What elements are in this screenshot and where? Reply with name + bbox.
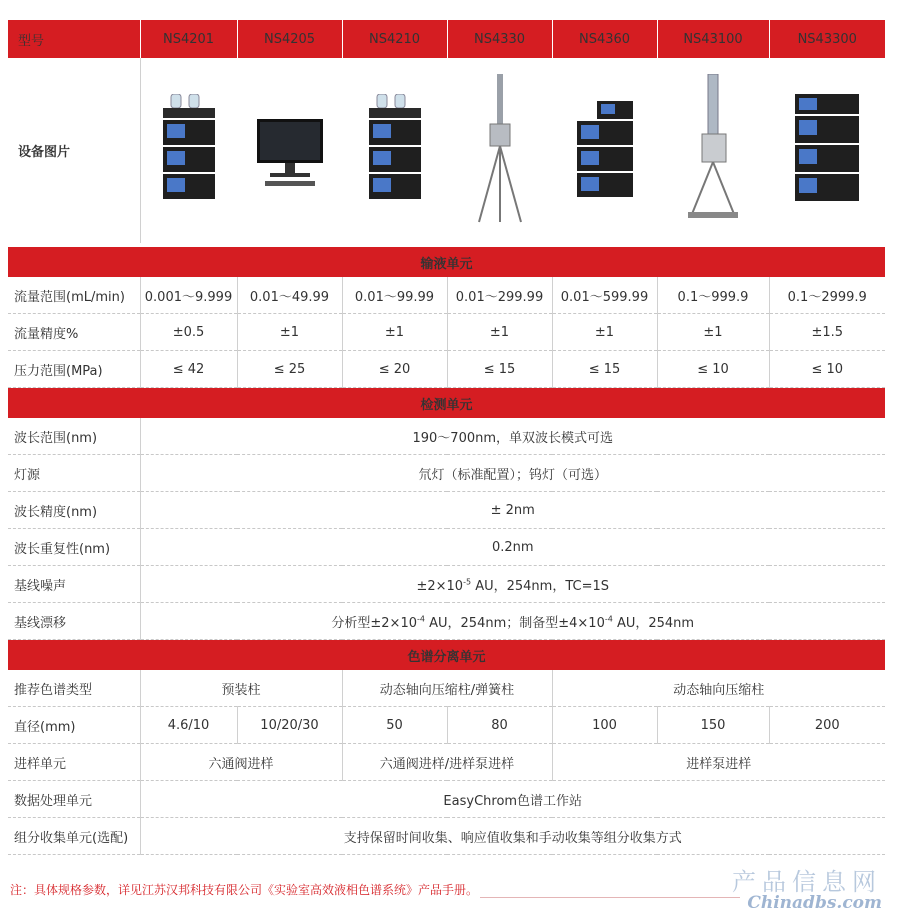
value-cell: 100 <box>552 707 657 744</box>
value-cell: 80 <box>447 707 552 744</box>
value-cell: ≤ 20 <box>342 351 447 388</box>
value-cell: 六通阀进样 <box>140 744 342 781</box>
column-stand-image <box>686 74 741 224</box>
footer-divider <box>480 897 740 898</box>
section-title: 色谱分离单元 <box>8 640 885 671</box>
section-detection <box>8 388 885 419</box>
diameter-row <box>8 707 885 744</box>
wavelength-repeatability-row <box>8 529 885 566</box>
column-tripod-image <box>475 74 525 224</box>
ns4330-image <box>447 58 552 243</box>
wavelength-precision-row <box>8 492 885 529</box>
ns4210-image <box>342 58 447 243</box>
model-header-row <box>8 20 885 58</box>
row-label: 流量精度% <box>8 314 140 351</box>
row-label: 进样单元 <box>8 744 140 781</box>
value-cell: ≤ 25 <box>237 351 342 388</box>
value-cell: 10/20/30 <box>237 707 342 744</box>
model-cell: NS43300 <box>769 20 885 58</box>
watermark <box>732 862 882 913</box>
value-cell: ≤ 15 <box>552 351 657 388</box>
model-cell: NS4201 <box>140 20 237 58</box>
ns43300-image <box>769 58 885 243</box>
fraction-collection-row <box>8 818 885 855</box>
ns4205-image <box>237 58 342 243</box>
hplc-stack-image <box>575 99 635 199</box>
hplc-stack-image <box>365 94 425 204</box>
value-cell: 进样泵进样 <box>552 744 885 781</box>
row-label: 灯源 <box>8 455 140 492</box>
device-image-row <box>8 58 885 243</box>
model-cell: NS4360 <box>552 20 657 58</box>
value-cell: 0.01～599.99 <box>552 277 657 314</box>
value-cell: ±1 <box>447 314 552 351</box>
row-label: 设备图片 <box>8 58 140 243</box>
value-cell: 氘灯（标准配置）；钨灯（可选） <box>140 455 885 492</box>
watermark-en: Chinadbs.com <box>747 893 882 913</box>
row-label: 波长范围(nm) <box>8 418 140 455</box>
hplc-stack-image <box>791 94 863 204</box>
model-label: 型号 <box>8 20 140 58</box>
flow-range-row <box>8 277 885 314</box>
value-cell: 动态轴向压缩柱 <box>552 670 885 707</box>
model-cell: NS43100 <box>657 20 769 58</box>
value-cell: ±1 <box>342 314 447 351</box>
baseline-drift-row <box>8 603 885 640</box>
value-cell: 0.001～9.999 <box>140 277 237 314</box>
row-label: 波长重复性(nm) <box>8 529 140 566</box>
value-cell: 4.6/10 <box>140 707 237 744</box>
hplc-stack-image <box>159 94 219 204</box>
monitor-image <box>255 109 325 189</box>
section-title: 输液单元 <box>8 247 885 277</box>
row-label: 直径(mm) <box>8 707 140 744</box>
model-cell: NS4330 <box>447 20 552 58</box>
section-chromatography <box>8 640 885 671</box>
value-cell: 动态轴向压缩柱/弹簧柱 <box>342 670 552 707</box>
model-cell: NS4205 <box>237 20 342 58</box>
value-cell: 0.1～2999.9 <box>769 277 885 314</box>
row-label: 基线噪声 <box>8 566 140 603</box>
flow-precision-row <box>8 314 885 351</box>
value-cell: 分析型$\pm 2\times 10^{-4}$ AU，254nm；制备型$\pm 4\times 10^{-4}$ AU，254nm <box>140 603 885 640</box>
row-label: 数据处理单元 <box>8 781 140 818</box>
column-type-row <box>8 670 885 707</box>
row-label: 推荐色谱类型 <box>8 670 140 707</box>
watermark-cn: 产品信息网 <box>732 868 882 896</box>
row-label: 压力范围(MPa) <box>8 351 140 388</box>
value-cell: ±1 <box>552 314 657 351</box>
value-cell: 190～700nm，单双波长模式可选 <box>140 418 885 455</box>
ns4360-image <box>552 58 657 243</box>
model-cell: NS4210 <box>342 20 447 58</box>
value-cell: EasyChrom色谱工作站 <box>140 781 885 818</box>
ns43100-image <box>657 58 769 243</box>
row-label: 组分收集单元(选配) <box>8 818 140 855</box>
value-cell: 0.01～99.99 <box>342 277 447 314</box>
value-cell: 150 <box>657 707 769 744</box>
value-cell: ±0.5 <box>140 314 237 351</box>
footer-note: 注：具体规格参数，详见江苏汉邦科技有限公司《实验室高效液相色谱系统》产品手册。 <box>10 883 479 897</box>
value-cell: 预装柱 <box>140 670 342 707</box>
value-cell: 200 <box>769 707 885 744</box>
value-cell: ±1 <box>237 314 342 351</box>
value-cell: ≤ 10 <box>769 351 885 388</box>
value-cell: ≤ 42 <box>140 351 237 388</box>
value-cell: 六通阀进样/进样泵进样 <box>342 744 552 781</box>
data-processing-row <box>8 781 885 818</box>
row-label: 基线漂移 <box>8 603 140 640</box>
value-cell: 0.2nm <box>140 529 885 566</box>
baseline-noise-row <box>8 566 885 603</box>
value-cell: ± 2nm <box>140 492 885 529</box>
value-cell: 0.1～999.9 <box>657 277 769 314</box>
value-cell: ±1 <box>657 314 769 351</box>
value-cell: ≤ 10 <box>657 351 769 388</box>
section-title: 检测单元 <box>8 388 885 419</box>
value-cell: 0.01～299.99 <box>447 277 552 314</box>
ns4201-image <box>140 58 237 243</box>
section-delivery <box>8 247 885 277</box>
value-cell: 支持保留时间收集、响应值收集和手动收集等组分收集方式 <box>140 818 885 855</box>
row-label: 波长精度(nm) <box>8 492 140 529</box>
wavelength-range-row <box>8 418 885 455</box>
injection-row <box>8 744 885 781</box>
value-cell: 0.01～49.99 <box>237 277 342 314</box>
value-cell: 50 <box>342 707 447 744</box>
value-cell: $\pm 2\times 10^{-5}$ AU，254nm，TC=1S <box>140 566 885 603</box>
pressure-range-row <box>8 351 885 388</box>
value-cell: ≤ 15 <box>447 351 552 388</box>
spec-table <box>8 20 885 855</box>
value-cell: ±1.5 <box>769 314 885 351</box>
light-source-row <box>8 455 885 492</box>
row-label: 流量范围(mL/min) <box>8 277 140 314</box>
